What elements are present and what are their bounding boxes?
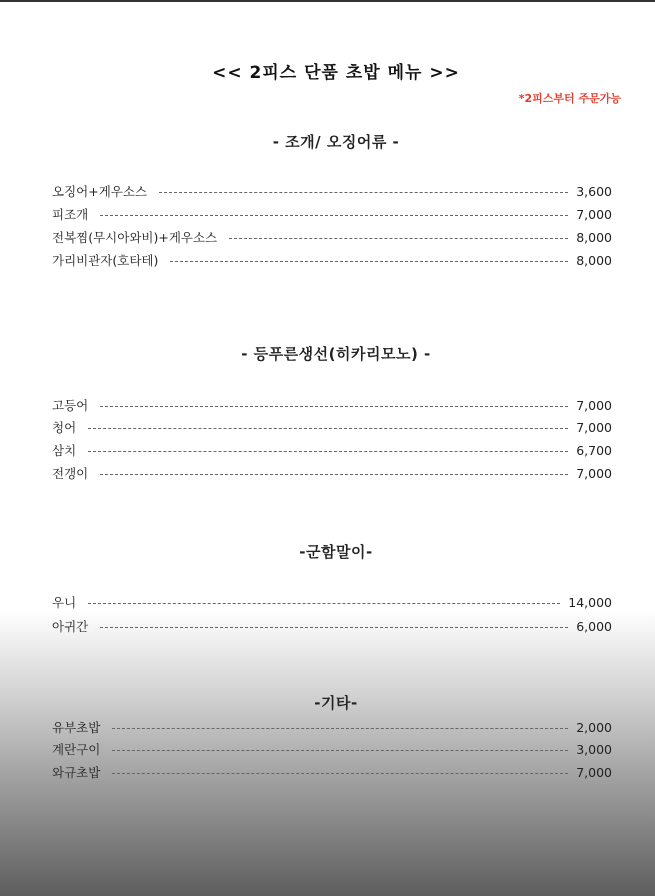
order-note: *2피스부터 주문가능 — [518, 92, 621, 105]
item-name: 유부초밥 — [52, 720, 101, 735]
dot-leader — [112, 773, 568, 774]
item-price: 7,000 — [576, 206, 612, 222]
section-title-shellfish-squid: - 조개/ 오징어류 - — [272, 133, 400, 151]
item-price: 8,000 — [576, 229, 612, 245]
menu-item — [52, 617, 612, 635]
item-name: 청어 — [52, 420, 77, 435]
menu-item — [52, 396, 612, 414]
dot-leader — [159, 192, 568, 193]
menu-item — [52, 182, 612, 200]
dot-leader — [170, 261, 568, 262]
menu-item — [52, 418, 612, 436]
dot-leader — [229, 238, 568, 239]
item-name: 계란구이 — [52, 742, 101, 757]
section-title-etc: -기타- — [314, 694, 358, 712]
menu-item — [52, 251, 612, 269]
item-name: 전복찜(무시아와비)+게우소스 — [52, 230, 218, 245]
menu-item — [52, 228, 612, 246]
menu-item — [52, 205, 612, 223]
item-price: 7,000 — [576, 465, 612, 481]
top-border — [0, 0, 655, 2]
item-price: 8,000 — [576, 252, 612, 268]
section-title-gunkan-maki: -군함말이- — [299, 543, 373, 561]
menu-item — [52, 441, 612, 459]
dot-leader — [100, 474, 568, 475]
section-title-blue-fish: - 등푸른생선(히카리모노) - — [241, 345, 431, 363]
item-price: 7,000 — [576, 764, 612, 780]
item-name: 고등어 — [52, 398, 89, 413]
item-name: 오징어+게우소스 — [52, 184, 147, 199]
item-price: 6,700 — [576, 442, 612, 458]
dot-leader — [100, 627, 568, 628]
menu-title: << 2피스 단품 초밥 메뉴 >> — [212, 63, 460, 83]
item-name: 와규초밥 — [52, 765, 101, 780]
menu-item — [52, 593, 612, 611]
dot-leader — [112, 728, 568, 729]
item-price: 6,000 — [576, 618, 612, 634]
item-name: 우니 — [52, 595, 77, 610]
dot-leader — [112, 750, 568, 751]
item-name: 아귀간 — [52, 619, 89, 634]
item-price: 3,000 — [576, 741, 612, 757]
dot-leader — [88, 428, 568, 429]
item-price: 2,000 — [576, 719, 612, 735]
menu-item — [52, 740, 612, 758]
menu-item — [52, 763, 612, 781]
item-price: 3,600 — [576, 183, 612, 199]
menu-item — [52, 718, 612, 736]
item-price: 7,000 — [576, 419, 612, 435]
dot-leader — [100, 215, 568, 216]
dot-leader — [88, 451, 568, 452]
dot-leader — [88, 603, 560, 604]
menu-item — [52, 464, 612, 482]
dot-leader — [100, 406, 568, 407]
item-price: 14,000 — [568, 594, 612, 610]
item-name: 가리비관자(호타테) — [52, 253, 159, 268]
item-name: 삼치 — [52, 443, 77, 458]
item-price: 7,000 — [576, 397, 612, 413]
item-name: 전갱이 — [52, 466, 89, 481]
item-name: 피조개 — [52, 207, 89, 222]
